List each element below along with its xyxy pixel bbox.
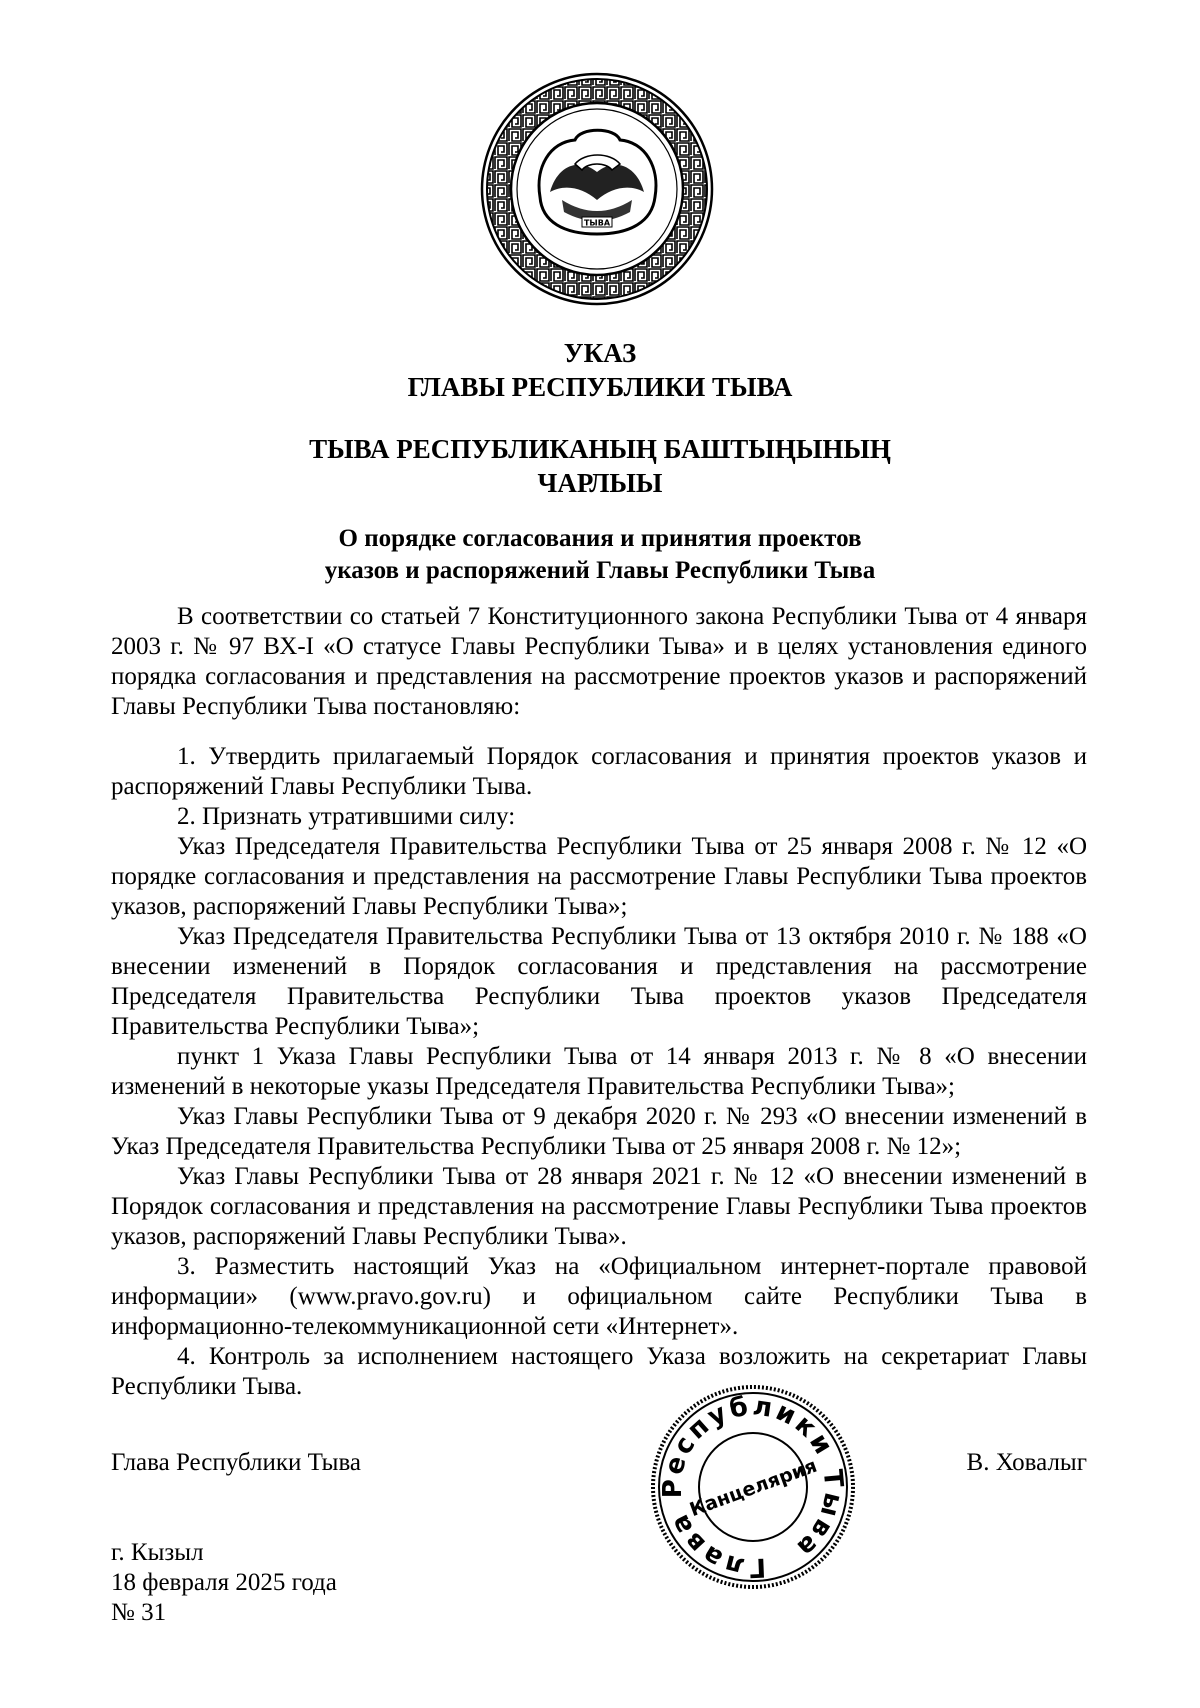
tuvan-header	[110, 432, 1090, 500]
emblem-label: ТЫВА	[583, 218, 611, 228]
decree-body	[111, 602, 1087, 1402]
repealed-act-3: пункт 1 Указа Главы Республики Тыва от 14 января 2013 г. № 8 «О внесении изменений в некоторые указы Председателя Правительства Республики Тыва»;	[111, 1043, 1087, 1100]
tuvan-title-line2: ЧАРЛЫЫ	[537, 468, 663, 498]
repealed-act-2: Указ Председателя Правительства Республики Тыва от 13 октября 2010 г. № 188 «О внесении изменений в Порядок согласования и представления на рассмотрение Председателя Правительства Республики Тыва проектов указов Председателя Правительства Республики Тыва»;	[111, 923, 1087, 1040]
decree-number: № 31	[111, 1599, 167, 1626]
official-stamp	[648, 1382, 858, 1592]
decree-subject	[110, 523, 1090, 587]
subject-line2: указов и распоряжений Главы Республики Тыва	[324, 557, 876, 584]
item-4-paragraph: 4. Контроль за исполнением настоящего Указа возложить на секретариат Главы Республики Тыва.	[111, 1343, 1087, 1400]
signatory-name: В. Ховалыг	[966, 1449, 1087, 1476]
subject-line1: О порядке согласования и принятия проектов	[338, 525, 862, 552]
stamp-center-text: Канцелярия	[686, 1454, 820, 1522]
place-of-signing: г. Кызыл	[111, 1539, 204, 1566]
tuva-coat-of-arms-icon	[480, 72, 714, 306]
issuer-title: ГЛАВЫ РЕСПУБЛИКИ ТЫВА	[407, 372, 793, 402]
repealed-act-5: Указ Главы Республики Тыва от 28 января 2021 г. № 12 «О внесении изменений в Порядок согласования и представления на рассмотрение Главы Республики Тыва проектов указов, распоряжений Главы Республики Тыва».	[111, 1163, 1087, 1250]
signing-date: 18 февраля 2025 года	[111, 1569, 337, 1596]
signatory-position: Глава Республики Тыва	[111, 1449, 362, 1476]
repealed-act-4: Указ Главы Республики Тыва от 9 декабря 2020 г. № 293 «О внесении изменений в Указ Председателя Правительства Республики Тыва от 25 января 2008 г. № 12»;	[111, 1103, 1087, 1160]
place-date-number	[111, 1538, 337, 1628]
item-2-paragraph: 2. Признать утратившими силу:	[177, 803, 516, 830]
document-type-title: УКАЗ	[563, 338, 637, 368]
item-1-paragraph: 1. Утвердить прилагаемый Порядок согласования и принятия проектов указов и распоряжений Главы Республики Тыва.	[111, 743, 1087, 800]
stamp-ring-text: Глава Республики Тыва	[657, 1391, 849, 1583]
item-3-paragraph: 3. Разместить настоящий Указ на «Официальном интернет-портале правовой информации» (www.pravo.gov.ru) и официальном сайте Республики Тыва в информационно-телекоммуникационной сети «Интернет».	[111, 1253, 1087, 1340]
document-header	[110, 336, 1090, 404]
preamble-paragraph: В соответствии со статьей 7 Конституционного закона Республики Тыва от 4 января 2003 г. № 97 ВХ-I «О статусе Главы Республики Тыва» и в целях установления единого порядка согласования и представления на рассмотрение проектов указов и распоряжений Главы Республики Тыва постановляю:	[111, 603, 1087, 720]
repealed-act-1: Указ Председателя Правительства Республики Тыва от 25 января 2008 г. № 12 «О порядке согласования и представления на рассмотрение Главы Республики Тыва проектов указов, распоряжений Главы Республики Тыва»;	[111, 833, 1087, 920]
tuvan-title-line1: ТЫВА РЕСПУБЛИКАНЫҢ БАШТЫҢЫНЫҢ	[309, 434, 891, 464]
